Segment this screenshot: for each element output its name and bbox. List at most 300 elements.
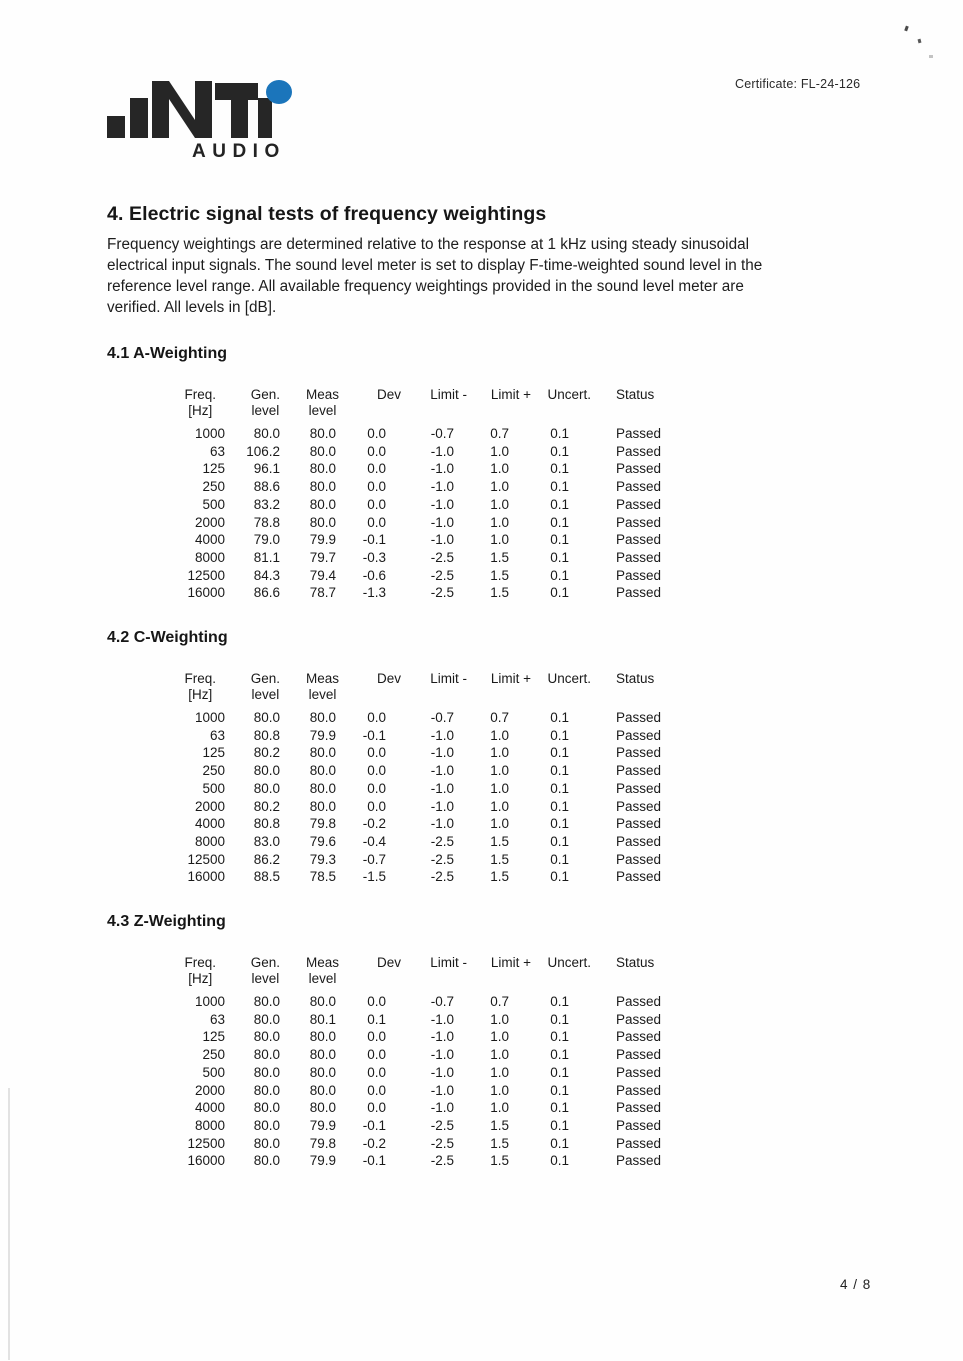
scan-speck xyxy=(929,55,933,58)
table-cell: 80.0 xyxy=(253,1153,280,1169)
table-cell: -1.0 xyxy=(430,461,454,477)
table-cell: Passed xyxy=(616,798,662,814)
table-cell: 1.0 xyxy=(490,1082,509,1098)
table-cell: 79.4 xyxy=(309,567,336,583)
intro-line: reference level range. All available frequency weightings provided in the sound level meter are xyxy=(107,278,744,295)
table-cell: -0.7 xyxy=(362,851,386,867)
table-cell: 8000 xyxy=(194,1117,225,1133)
table-cell: 80.0 xyxy=(309,745,336,761)
header-row xyxy=(180,387,739,425)
column-header-line1: Status xyxy=(616,387,655,402)
table-cell: Passed xyxy=(616,496,662,512)
table-row xyxy=(180,1117,739,1135)
column-header-line1: Limit - xyxy=(430,955,467,971)
column-header xyxy=(339,955,401,993)
column-header-line1: Status xyxy=(616,955,655,971)
table-cell: 1.0 xyxy=(490,1064,509,1080)
column-header-line1: Gen. xyxy=(250,955,280,971)
table-cell: 0.0 xyxy=(367,426,386,441)
table-cell: -1.0 xyxy=(430,727,454,743)
certificate-number: Certificate: FL-24-126 xyxy=(735,77,861,91)
table-cell: Passed xyxy=(616,1117,662,1133)
table-cell: 80.0 xyxy=(253,1047,280,1063)
table-row xyxy=(180,762,739,780)
column-header xyxy=(180,671,228,709)
table-cell: -1.0 xyxy=(430,745,454,761)
table-cell: -2.5 xyxy=(430,549,454,565)
table-cell: 79.9 xyxy=(309,727,336,743)
table-cell: 125 xyxy=(202,461,225,477)
column-header xyxy=(180,955,228,993)
table-cell: 0.0 xyxy=(367,1064,386,1080)
table-cell: 0.1 xyxy=(550,532,569,548)
table-cell: 0.0 xyxy=(367,780,386,796)
table-cell: 80.0 xyxy=(309,426,336,441)
table-cell: 63 xyxy=(209,727,225,743)
table-cell: -1.0 xyxy=(430,816,454,832)
table-row xyxy=(180,567,739,585)
column-header xyxy=(283,955,339,993)
column-header-line2: level xyxy=(251,971,280,987)
table-cell: 1.0 xyxy=(490,443,509,459)
table-cell: 125 xyxy=(202,745,225,761)
table-cell: 88.5 xyxy=(253,869,280,885)
table-cell: 0.1 xyxy=(550,1117,569,1133)
z-weighting-table xyxy=(180,955,739,1170)
section-z-weighting xyxy=(107,913,877,1170)
scan-speck xyxy=(918,39,922,44)
scan-speck xyxy=(904,26,909,32)
table-cell: 0.1 xyxy=(550,496,569,512)
table-cell: 0.1 xyxy=(550,585,569,601)
table-cell: 1.0 xyxy=(490,461,509,477)
table-cell: 80.0 xyxy=(309,994,336,1010)
nti-audio-logo xyxy=(100,80,300,166)
column-header xyxy=(228,387,283,425)
table-cell: -0.1 xyxy=(362,1153,386,1169)
table-cell: 0.1 xyxy=(550,1064,569,1080)
section-a-weighting xyxy=(107,345,877,602)
table-cell: -0.6 xyxy=(362,567,386,583)
column-header xyxy=(572,671,739,709)
table-cell: 78.5 xyxy=(309,869,336,885)
table-cell: 16000 xyxy=(187,869,225,885)
table-cell: 80.0 xyxy=(309,763,336,779)
table-cell: 250 xyxy=(202,479,225,495)
logo-audio-text: AUDIO xyxy=(192,141,286,162)
table-cell: 0.0 xyxy=(367,1047,386,1063)
table-cell: 0.1 xyxy=(550,1011,569,1027)
column-header-line1: Uncert. xyxy=(547,387,591,402)
table-cell: Passed xyxy=(616,869,662,885)
intro-line: electrical input signals. The sound level meter is set to display F-time-weighted sound level in the xyxy=(107,257,763,274)
table-row xyxy=(180,460,739,478)
table-cell: 1.0 xyxy=(490,514,509,530)
table-cell: -2.5 xyxy=(430,567,454,583)
column-header-line2: level xyxy=(308,687,337,703)
table-cell: 0.1 xyxy=(550,514,569,530)
table-row xyxy=(180,744,739,762)
table-cell: -2.5 xyxy=(430,833,454,849)
table-cell: 0.0 xyxy=(367,479,386,495)
table-cell: 0.1 xyxy=(550,994,569,1010)
table-cell: -0.2 xyxy=(362,1135,386,1151)
table-row xyxy=(180,425,739,443)
table-cell: 88.6 xyxy=(253,479,280,495)
table-cell: 0.1 xyxy=(550,1135,569,1151)
column-header-line1: Gen. xyxy=(250,387,280,402)
table-cell: 1.0 xyxy=(490,816,509,832)
column-header xyxy=(339,671,401,709)
table-cell: 80.0 xyxy=(253,1100,280,1116)
table-cell: 0.0 xyxy=(367,1100,386,1116)
table-cell: 1.5 xyxy=(490,1153,509,1169)
table-cell: 1.0 xyxy=(490,1029,509,1045)
table-cell: Passed xyxy=(616,1029,662,1045)
table-cell: Passed xyxy=(616,816,662,832)
table-cell: 0.1 xyxy=(550,461,569,477)
table-row xyxy=(180,1028,739,1046)
table-cell: 1.0 xyxy=(490,1100,509,1116)
table-cell: Passed xyxy=(616,585,662,601)
table-cell: 1.5 xyxy=(490,1135,509,1151)
table-cell: 78.7 xyxy=(309,585,336,601)
table-cell: 1.5 xyxy=(490,1117,509,1133)
table-cell: -1.0 xyxy=(430,798,454,814)
table-row xyxy=(180,549,739,567)
table-cell: Passed xyxy=(616,1011,662,1027)
table-cell: 0.0 xyxy=(367,1029,386,1045)
table-cell: -1.5 xyxy=(362,869,386,885)
table-cell: Passed xyxy=(616,780,662,796)
table-cell: 0.1 xyxy=(550,780,569,796)
table-cell: Passed xyxy=(616,567,662,583)
table-cell: 250 xyxy=(202,763,225,779)
table-cell: 80.0 xyxy=(309,1064,336,1080)
table-cell: 500 xyxy=(202,780,225,796)
column-header xyxy=(572,955,739,993)
table-cell: 1.5 xyxy=(490,833,509,849)
table-cell: Passed xyxy=(616,1064,662,1080)
table-cell: 16000 xyxy=(187,585,225,601)
table-cell: Passed xyxy=(616,443,662,459)
table-cell: 0.1 xyxy=(550,1100,569,1116)
table-row xyxy=(180,868,739,886)
table-cell: -2.5 xyxy=(430,1135,454,1151)
table-cell: 83.0 xyxy=(253,833,280,849)
table-cell: 1.0 xyxy=(490,532,509,548)
table-row xyxy=(180,1064,739,1082)
table-row xyxy=(180,496,739,514)
c-weighting-table xyxy=(180,671,739,886)
table-cell: -1.0 xyxy=(430,532,454,548)
table-row xyxy=(180,1046,739,1064)
column-header-line1: Limit + xyxy=(490,955,531,971)
table-cell: 80.0 xyxy=(253,1082,280,1098)
table-cell: 8000 xyxy=(194,833,225,849)
table-cell: Passed xyxy=(616,461,662,477)
table-cell: 125 xyxy=(202,1029,225,1045)
table-cell: 80.0 xyxy=(253,426,280,441)
table-cell: 80.0 xyxy=(309,798,336,814)
table-cell: 0.1 xyxy=(550,833,569,849)
table-cell: -0.2 xyxy=(362,816,386,832)
table-cell: 0.0 xyxy=(367,443,386,459)
table-cell: 0.1 xyxy=(550,479,569,495)
table-cell: -0.7 xyxy=(430,994,454,1010)
table-cell: Passed xyxy=(616,851,662,867)
table-cell: 0.1 xyxy=(550,851,569,867)
table-cell: 1000 xyxy=(194,426,225,441)
table-cell: -0.1 xyxy=(362,727,386,743)
table-cell: 2000 xyxy=(194,1082,225,1098)
table-cell: 1.0 xyxy=(490,763,509,779)
table-cell: 0.0 xyxy=(367,798,386,814)
table-cell: Passed xyxy=(616,745,662,761)
table-cell: 80.8 xyxy=(253,727,280,743)
table-cell: 500 xyxy=(202,1064,225,1080)
table-cell: Passed xyxy=(616,710,662,726)
table-cell: Passed xyxy=(616,1153,662,1169)
column-header-line1: Freq. xyxy=(184,387,216,402)
table-cell: Passed xyxy=(616,549,662,565)
table-cell: 0.0 xyxy=(367,461,386,477)
table-cell: 63 xyxy=(209,1011,225,1027)
subsection-title: 4.1 A-Weighting xyxy=(107,345,227,362)
column-header-line1: Limit + xyxy=(490,387,531,402)
table-cell: 1.5 xyxy=(490,851,509,867)
table-cell: -1.0 xyxy=(430,780,454,796)
table-cell: 0.0 xyxy=(367,745,386,761)
intro-line: Frequency weightings are determined relative to the response at 1 kHz using steady sinusoidal xyxy=(107,236,749,253)
table-cell: 79.7 xyxy=(309,549,336,565)
table-cell: 16000 xyxy=(187,1153,225,1169)
a-weighting-table xyxy=(180,387,739,602)
table-cell: 12500 xyxy=(187,1135,225,1151)
column-header-line1: Meas xyxy=(305,387,339,402)
table-cell: 1.0 xyxy=(490,496,509,512)
table-cell: 0.7 xyxy=(490,426,509,441)
table-row xyxy=(180,514,739,532)
table-cell: 0.1 xyxy=(550,443,569,459)
column-header-line1: Uncert. xyxy=(547,671,591,687)
table-cell: 2000 xyxy=(194,798,225,814)
table-cell: 0.0 xyxy=(367,514,386,530)
table-cell: -0.1 xyxy=(362,1117,386,1133)
table-cell: 79.9 xyxy=(309,1153,336,1169)
header-row xyxy=(180,955,739,993)
table-cell: 1.5 xyxy=(490,585,509,601)
table-cell: Passed xyxy=(616,1100,662,1116)
table-cell: 81.1 xyxy=(253,549,280,565)
table-cell: 0.0 xyxy=(367,496,386,512)
column-header-line1: Uncert. xyxy=(547,955,591,971)
table-row xyxy=(180,1152,739,1170)
intro-paragraph xyxy=(107,234,877,318)
column-header-line1: Limit - xyxy=(430,671,467,687)
table-cell: 0.1 xyxy=(367,1011,386,1027)
table-row xyxy=(180,478,739,496)
page-number: 4 / 8 xyxy=(840,1277,872,1292)
blue-dot-icon xyxy=(266,80,292,104)
document-content xyxy=(107,203,877,1170)
table-cell: -1.0 xyxy=(430,1047,454,1063)
table-cell: 0.1 xyxy=(550,763,569,779)
table-cell: -0.1 xyxy=(362,532,386,548)
table-cell: 80.0 xyxy=(309,514,336,530)
column-header-line2: level xyxy=(251,687,280,703)
table-cell: 80.0 xyxy=(253,763,280,779)
column-header xyxy=(180,387,228,425)
table-row xyxy=(180,993,739,1011)
table-cell: 80.0 xyxy=(253,1011,280,1027)
table-row xyxy=(180,1099,739,1117)
table-row xyxy=(180,815,739,833)
table-row xyxy=(180,443,739,461)
column-header xyxy=(339,387,401,425)
table-cell: 0.1 xyxy=(550,869,569,885)
table-row xyxy=(180,1135,739,1153)
table-row xyxy=(180,727,739,745)
table-cell: 96.1 xyxy=(253,461,280,477)
column-header xyxy=(572,387,739,425)
table-cell: -0.7 xyxy=(430,710,454,726)
table-cell: 80.0 xyxy=(253,994,280,1010)
table-cell: 0.1 xyxy=(550,1047,569,1063)
table-cell: 80.0 xyxy=(309,461,336,477)
table-cell: 0.1 xyxy=(550,727,569,743)
table-cell: 80.0 xyxy=(309,780,336,796)
table-cell: 80.0 xyxy=(253,1117,280,1133)
column-header-line1: Meas xyxy=(305,955,339,971)
table-cell: 80.0 xyxy=(309,479,336,495)
table-cell: -1.0 xyxy=(430,1029,454,1045)
table-cell: 12500 xyxy=(187,567,225,583)
table-cell: 0.1 xyxy=(550,1082,569,1098)
table-cell: 106.2 xyxy=(246,443,280,459)
column-header-line1: Dev xyxy=(376,955,401,971)
column-header-line2: [Hz] xyxy=(188,971,213,987)
table-cell: 80.1 xyxy=(309,1011,336,1027)
table-cell: -1.0 xyxy=(430,1100,454,1116)
section-title: 4. Electric signal tests of frequency weightings xyxy=(107,203,547,225)
table-row xyxy=(180,798,739,816)
table-cell: 1000 xyxy=(194,710,225,726)
table-cell: -2.5 xyxy=(430,1117,454,1133)
table-cell: 80.8 xyxy=(253,816,280,832)
table-cell: -2.5 xyxy=(430,869,454,885)
table-cell: -1.0 xyxy=(430,443,454,459)
table-cell: -1.0 xyxy=(430,496,454,512)
table-cell: 4000 xyxy=(194,532,225,548)
table-row xyxy=(180,851,739,869)
table-cell: 0.7 xyxy=(490,710,509,726)
table-cell: 86.6 xyxy=(253,585,280,601)
table-cell: 79.9 xyxy=(309,1117,336,1133)
table-row xyxy=(180,1082,739,1100)
column-header xyxy=(228,671,283,709)
table-cell: 1.0 xyxy=(490,798,509,814)
table-cell: -1.3 xyxy=(362,585,386,601)
table-cell: 80.0 xyxy=(309,1082,336,1098)
table-cell: 86.2 xyxy=(253,851,280,867)
table-cell: 4000 xyxy=(194,816,225,832)
table-cell: Passed xyxy=(616,1047,662,1063)
column-header xyxy=(283,671,339,709)
table-cell: 80.0 xyxy=(253,780,280,796)
column-header-line1: Limit + xyxy=(490,671,531,687)
table-cell: 84.3 xyxy=(253,567,280,583)
table-cell: 80.0 xyxy=(253,1064,280,1080)
table-cell: 0.0 xyxy=(367,763,386,779)
table-cell: 1000 xyxy=(194,994,225,1010)
column-header-line1: Limit - xyxy=(430,387,467,402)
column-header-line2: level xyxy=(308,971,337,987)
section-c-weighting xyxy=(107,629,877,886)
table-cell: Passed xyxy=(616,994,662,1010)
table-row xyxy=(180,531,739,549)
column-header-line2: level xyxy=(251,403,280,418)
table-cell: 80.0 xyxy=(309,1100,336,1116)
table-cell: 80.0 xyxy=(309,443,336,459)
table-cell: -0.7 xyxy=(430,426,454,441)
table-cell: 1.0 xyxy=(490,1011,509,1027)
table-cell: Passed xyxy=(616,833,662,849)
table-cell: 12500 xyxy=(187,851,225,867)
table-cell: 1.0 xyxy=(490,1047,509,1063)
column-header xyxy=(228,955,283,993)
intro-line: verified. All levels in [dB]. xyxy=(107,299,277,316)
table-cell: 79.0 xyxy=(253,532,280,548)
table-cell: -1.0 xyxy=(430,514,454,530)
table-cell: 0.0 xyxy=(367,710,386,726)
table-cell: 63 xyxy=(209,443,225,459)
table-cell: 4000 xyxy=(194,1100,225,1116)
table-cell: 1.5 xyxy=(490,567,509,583)
table-cell: 80.2 xyxy=(253,798,280,814)
table-cell: -0.4 xyxy=(362,833,386,849)
table-row xyxy=(180,780,739,798)
header-row xyxy=(180,671,739,709)
table-cell: 80.0 xyxy=(309,1047,336,1063)
table-cell: 0.1 xyxy=(550,710,569,726)
column-header-line2: level xyxy=(308,403,337,418)
column-header-line1: Freq. xyxy=(184,955,216,971)
table-cell: 79.6 xyxy=(309,833,336,849)
table-cell: Passed xyxy=(616,1135,662,1151)
table-cell: Passed xyxy=(616,763,662,779)
table-cell: 80.0 xyxy=(309,710,336,726)
column-header-line2: [Hz] xyxy=(188,403,213,418)
table-row xyxy=(180,833,739,851)
table-cell: 1.5 xyxy=(490,869,509,885)
column-header-line1: Meas xyxy=(305,671,339,687)
table-cell: Passed xyxy=(616,1082,662,1098)
column-header-line1: Dev xyxy=(376,387,401,402)
table-cell: 79.8 xyxy=(309,816,336,832)
subsection-title: 4.2 C-Weighting xyxy=(107,629,228,647)
table-cell: 0.0 xyxy=(367,1082,386,1098)
table-cell: -0.3 xyxy=(362,549,386,565)
column-header-line1: Dev xyxy=(376,671,401,687)
table-cell: 79.8 xyxy=(309,1135,336,1151)
column-header xyxy=(283,387,339,425)
table-cell: -2.5 xyxy=(430,585,454,601)
table-cell: 80.0 xyxy=(253,1135,280,1151)
column-header-line1: Status xyxy=(616,671,655,687)
table-cell: 0.1 xyxy=(550,567,569,583)
table-cell: 80.0 xyxy=(309,496,336,512)
